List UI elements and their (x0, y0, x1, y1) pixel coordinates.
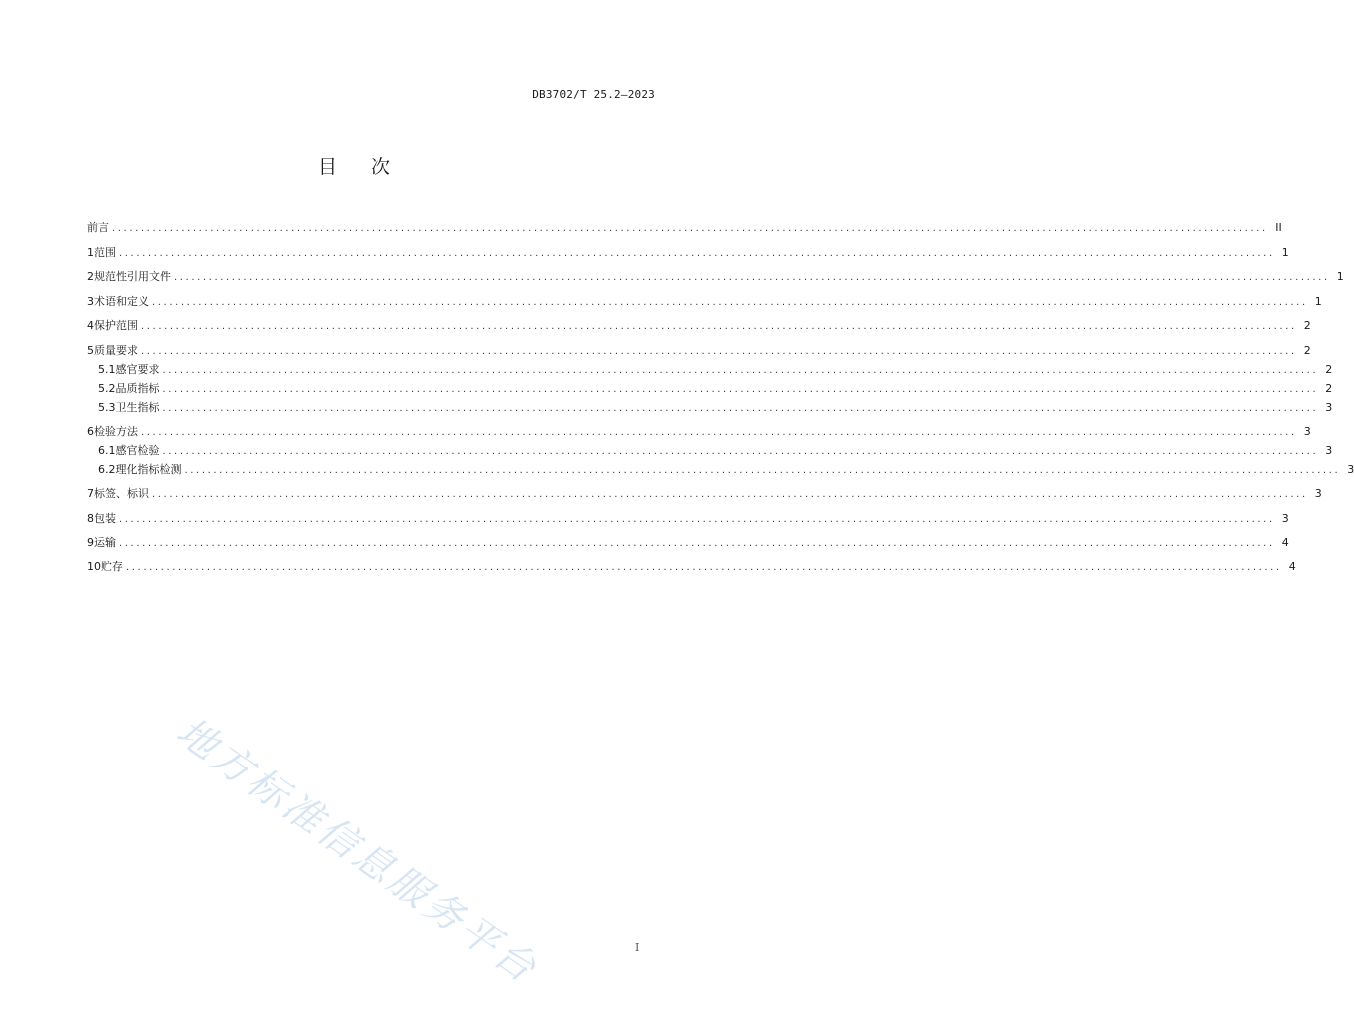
toc-leader-dots: ........................................................................................................................................................................................................ (126, 562, 1282, 573)
toc-leader-dots: ........................................................................................................................................................................................................ (141, 321, 1297, 332)
toc-entry-label: 范围 (94, 246, 116, 259)
toc-entry[interactable] (87, 268, 1344, 284)
toc-entry-label: 保护范围 (94, 319, 138, 332)
toc-leader-dots: ........................................................................................................................................................................................................ (162, 446, 1319, 457)
toc-entry-page: II (1275, 221, 1282, 234)
toc-entry-number: 5.3 (98, 401, 116, 414)
toc-entry[interactable] (87, 293, 1322, 309)
toc-entry-number: 5 (87, 344, 94, 357)
toc-entry[interactable] (87, 380, 1333, 396)
page-folio: I (635, 941, 640, 954)
toc-leader-dots: ........................................................................................................................................................................................................ (141, 427, 1297, 438)
toc-leader-dots: ........................................................................................................................................................................................................ (162, 365, 1319, 376)
toc-entry-number: 3 (87, 295, 94, 308)
toc-entry-number: 5.2 (98, 382, 116, 395)
toc-entry-label: 卫生指标 (115, 401, 160, 414)
toc-entry-page: 1 (1281, 246, 1289, 259)
toc-entry-page: 1 (1314, 295, 1322, 308)
toc-entry-label: 质量要求 (94, 344, 138, 357)
toc-entry-label: 运输 (94, 536, 116, 549)
toc-leader-dots: ........................................................................................................................................................................................................ (184, 465, 1341, 476)
toc-leader-dots: ........................................................................................................................................................................................................ (119, 538, 1275, 549)
toc-title: 目次 (317, 156, 424, 178)
toc-entry[interactable] (87, 558, 1296, 574)
toc-entry-number: 5.1 (98, 363, 116, 376)
toc-entry[interactable] (87, 510, 1289, 526)
toc-entry-page: 2 (1303, 344, 1311, 357)
toc-entry-label: 品质指标 (115, 382, 160, 395)
toc-entry-label: 检验方法 (94, 425, 138, 438)
toc-entry[interactable] (87, 485, 1322, 501)
toc-entry[interactable] (87, 534, 1289, 550)
toc-leader-dots: ........................................................................................................................................................................................................ (112, 223, 1268, 234)
toc-entry[interactable] (87, 361, 1333, 377)
toc-entry-page: 3 (1325, 444, 1333, 457)
toc-entry-number: 10 (87, 560, 101, 573)
toc-entry-page: 3 (1303, 425, 1311, 438)
toc-entry-page: 3 (1281, 512, 1289, 525)
standard-code: DB3702/T 25.2—2023 (532, 88, 655, 101)
toc-entry[interactable] (87, 317, 1311, 333)
toc-leader-dots: ........................................................................................................................................................................................................ (119, 514, 1275, 525)
toc-leader-dots: ........................................................................................................................................................................................................ (152, 489, 1308, 500)
toc-entry-page: 1 (1336, 270, 1344, 283)
toc-entry-number: 9 (87, 536, 94, 549)
toc-entry[interactable] (87, 219, 1282, 235)
toc-entry-label: 前言 (87, 221, 109, 234)
toc-entry-page: 3 (1314, 487, 1322, 500)
toc-entry-label: 感官检验 (115, 444, 160, 457)
toc-entry-label: 术语和定义 (94, 295, 149, 308)
toc-entry-number: 1 (87, 246, 94, 259)
toc-entry-label: 规范性引用文件 (94, 270, 171, 283)
toc-entry-label: 贮存 (101, 560, 123, 573)
toc-entry[interactable] (87, 461, 1354, 477)
toc-entry-number: 4 (87, 319, 94, 332)
toc-leader-dots: ........................................................................................................................................................................................................ (162, 403, 1319, 414)
toc-entry[interactable] (87, 442, 1333, 458)
toc-entry-label: 感官要求 (115, 363, 160, 376)
toc-entry[interactable] (87, 244, 1289, 260)
toc-entry-page: 2 (1303, 319, 1311, 332)
toc-leader-dots: ........................................................................................................................................................................................................ (174, 272, 1330, 283)
toc-entry-number: 8 (87, 512, 94, 525)
toc-entry-page: 2 (1325, 363, 1333, 376)
toc-entry-page: 4 (1281, 536, 1289, 549)
toc-leader-dots: ........................................................................................................................................................................................................ (141, 346, 1297, 357)
toc-entry-page: 3 (1325, 401, 1333, 414)
toc-entry-page: 3 (1347, 463, 1354, 476)
toc-entry-number: 6.2 (98, 463, 116, 476)
toc-entry-page: 2 (1325, 382, 1333, 395)
toc-entry[interactable] (87, 423, 1311, 439)
toc-entry-label: 包装 (94, 512, 116, 525)
toc-leader-dots: ........................................................................................................................................................................................................ (162, 384, 1319, 395)
toc-entry-label: 理化指标检测 (115, 463, 182, 476)
watermark: 地方标准信息服务平台 (168, 709, 547, 993)
toc-entry[interactable] (87, 399, 1333, 415)
toc-entry-page: 4 (1288, 560, 1296, 573)
toc-leader-dots: ........................................................................................................................................................................................................ (119, 248, 1275, 259)
toc-entry-number: 7 (87, 487, 94, 500)
toc-entry-number: 6.1 (98, 444, 116, 457)
toc-entry[interactable] (87, 342, 1311, 358)
toc-entry-number: 6 (87, 425, 94, 438)
toc-entry-label: 标签、标识 (94, 487, 149, 500)
toc-entry-number: 2 (87, 270, 94, 283)
toc-leader-dots: ........................................................................................................................................................................................................ (152, 297, 1308, 308)
